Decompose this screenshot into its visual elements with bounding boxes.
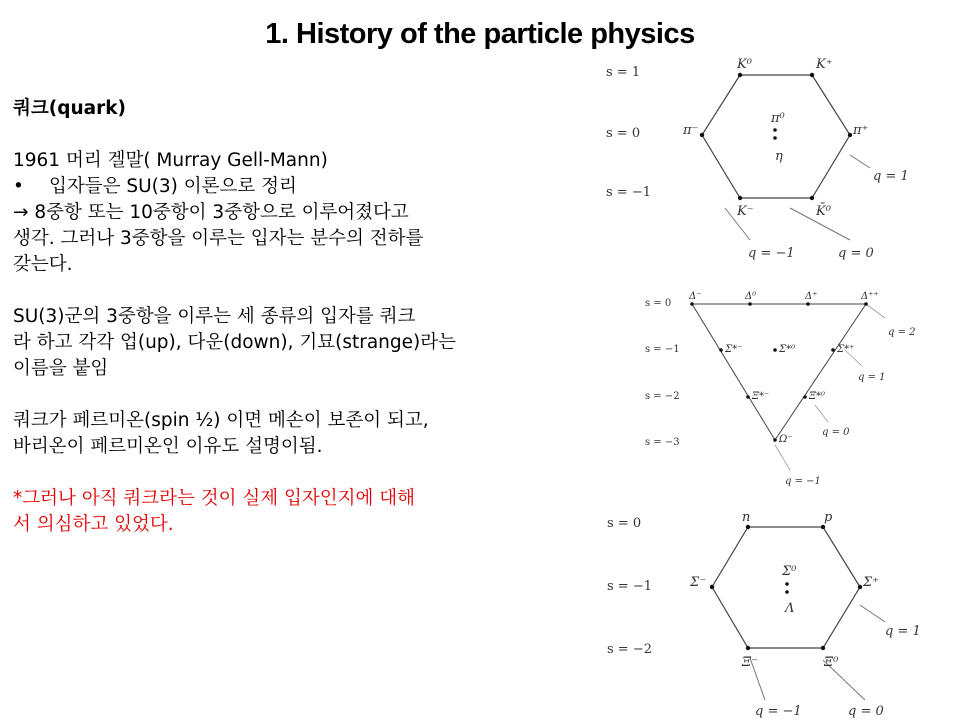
particle-dot <box>810 196 814 200</box>
particle-label: η <box>775 149 783 164</box>
q-label: q = −1 <box>785 476 821 487</box>
q-label: q = 0 <box>848 704 884 719</box>
particle-dot <box>738 73 742 77</box>
particle-label: Σ⁻ <box>690 575 707 590</box>
s-label: s = 1 <box>606 65 641 80</box>
particle-label: Ω⁻ <box>779 434 793 445</box>
q-label: q = 0 <box>822 427 850 438</box>
particle-label: K⁰ <box>737 57 752 72</box>
particle-label: K⁺ <box>816 57 833 72</box>
q-axis-line <box>775 445 790 470</box>
red-note: *그러나 아직 쿼크라는 것이 실제 입자인지에 대해 <box>13 488 415 509</box>
particle-label: Σ⁺ <box>863 575 880 590</box>
s-label: s = 0 <box>645 298 672 309</box>
particle-dot <box>864 302 868 306</box>
particle-dot <box>710 585 714 589</box>
particle-dot <box>690 302 694 306</box>
s-label: s = 0 <box>607 516 642 531</box>
baryon-decuplet-diagram <box>645 291 916 487</box>
particle-label: Δ⁺ <box>805 291 818 302</box>
particle-label: Σ*⁰ <box>779 344 796 355</box>
particle-label: Σ*⁺ <box>837 344 855 355</box>
s-label: s = −2 <box>645 391 680 402</box>
particle-dot <box>806 302 810 306</box>
particle-dot <box>773 438 777 442</box>
particle-dot <box>821 525 825 529</box>
q-axis-line <box>850 155 870 168</box>
text-line: → 8중항 또는 10중항이 3중항으로 이루어졌다고 <box>13 202 409 223</box>
particle-label: Δ⁻ <box>689 291 702 302</box>
particle-dot <box>848 133 852 137</box>
particle-dot <box>785 582 789 586</box>
hexagon-outline <box>712 527 860 648</box>
particle-label: K̄⁰ <box>816 204 831 219</box>
q-label: q = 2 <box>888 327 916 338</box>
particle-dot <box>831 348 835 352</box>
q-axis-line <box>866 304 885 318</box>
s-label: s = −1 <box>607 579 652 594</box>
q-axis-line <box>815 405 828 422</box>
particle-label: π⁻ <box>683 123 699 138</box>
q-label: q = 1 <box>858 372 886 383</box>
text-line: 갖는다. <box>13 254 73 275</box>
s-label: s = 0 <box>606 126 641 141</box>
baryon-octet-diagram <box>607 510 921 719</box>
particle-dot <box>773 136 777 140</box>
particle-dot <box>738 196 742 200</box>
q-label: q = 1 <box>885 624 921 639</box>
text-line: 바리온이 페르미온인 이유도 설명이됨. <box>13 436 323 457</box>
particle-label: Σ*⁻ <box>725 344 743 355</box>
q-label: q = −1 <box>748 246 795 261</box>
triangle-outline <box>692 304 866 440</box>
slide-title: 1. History of the particle physics <box>265 18 695 50</box>
meson-octet-diagram <box>606 57 909 261</box>
bullet-mark: • <box>13 176 24 197</box>
particle-dot <box>746 395 750 399</box>
text-line: 쿼크가 페르미온(spin ½) 이면 메손이 보존이 되고, <box>13 410 429 431</box>
text-line: 생각. 그러나 3중항을 이루는 입자는 분수의 전하를 <box>13 228 424 249</box>
particle-dot <box>748 302 752 306</box>
particle-label: K⁻ <box>737 204 754 219</box>
particle-dot <box>803 395 807 399</box>
text-line: SU(3)군의 3중항을 이루는 세 종류의 입자를 쿼크 <box>13 306 416 327</box>
q-axis-line <box>860 605 885 622</box>
particle-dot <box>773 348 777 352</box>
q-label: q = −1 <box>755 704 802 719</box>
particle-dot <box>719 348 723 352</box>
particle-label: Δ⁺⁺ <box>861 291 879 302</box>
particle-label: π⁰ <box>771 111 785 126</box>
q-label: q = 1 <box>873 169 909 184</box>
particle-dot <box>858 585 862 589</box>
particle-dot <box>810 73 814 77</box>
particle-label: π⁺ <box>853 123 869 138</box>
particle-dot <box>746 525 750 529</box>
particle-label: Σ⁰ <box>782 564 797 579</box>
particle-label: Δ⁰ <box>745 291 757 302</box>
s-label: s = −1 <box>606 185 651 200</box>
hexagon-outline <box>702 75 850 198</box>
particle-dot <box>821 646 825 650</box>
particle-label: Ξ*⁰ <box>809 391 826 402</box>
s-label: s = −2 <box>607 642 652 657</box>
red-note: 서 의심하고 있었다. <box>13 514 174 535</box>
particle-dot <box>700 133 704 137</box>
q-label: q = 0 <box>838 246 874 261</box>
particle-dot <box>785 590 789 594</box>
particle-label: Ξ⁰ <box>824 655 839 670</box>
text-line: 이름을 붙임 <box>13 358 109 379</box>
text-line: 라 하고 각각 업(up), 다운(down), 기묘(strange)라는 <box>13 332 456 353</box>
particle-label: n <box>742 510 751 525</box>
particle-dot <box>773 128 777 132</box>
s-label: s = −3 <box>645 437 680 448</box>
gell-mann-line: 1961 머리 겔말( Murray Gell-Mann) <box>13 150 328 171</box>
particle-label: p <box>824 510 833 525</box>
particle-label: Ξ⁻ <box>742 655 759 670</box>
s-label: s = −1 <box>645 344 680 355</box>
particle-label: Ξ*⁻ <box>752 391 770 402</box>
particle-dot <box>746 646 750 650</box>
particle-label: Λ <box>785 601 795 616</box>
quark-heading: 쿼크(quark) <box>13 98 126 119</box>
bullet-text: 입자들은 SU(3) 이론으로 정리 <box>49 176 297 197</box>
